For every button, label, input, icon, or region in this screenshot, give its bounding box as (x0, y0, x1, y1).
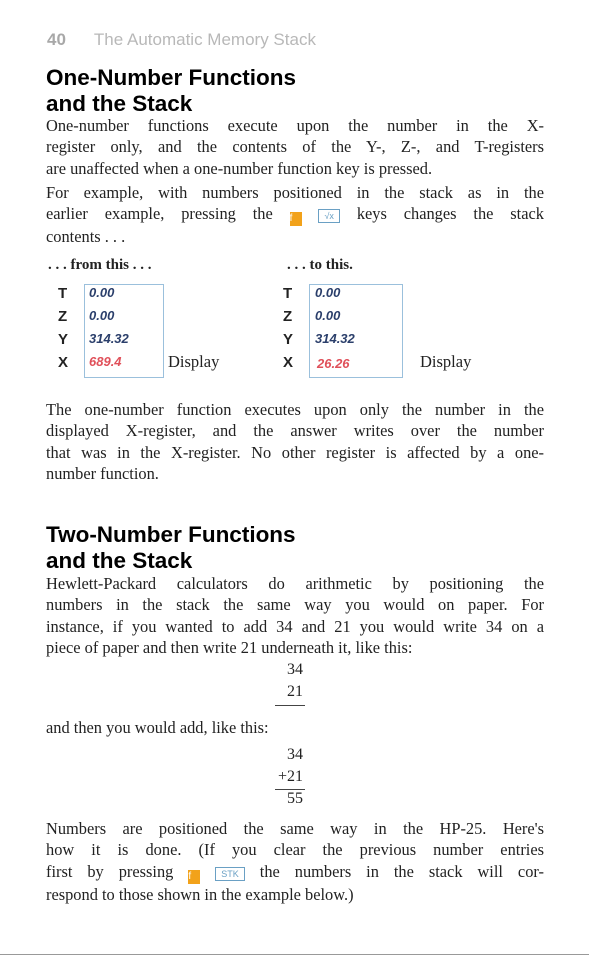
arith2-result: 55 (287, 790, 303, 807)
paragraph-add: and then you would add, like this: (46, 718, 269, 737)
arith2-line2: +21 (277, 768, 303, 785)
section-title-one-number: One-Number Functions and the Stack (46, 65, 297, 116)
register-label-t: T (58, 285, 68, 302)
register-label-x: X (58, 354, 69, 371)
stack-before-z: 0.00 (89, 308, 115, 323)
f-key-icon: f (290, 212, 302, 226)
sqrt-key-icon: √x (318, 209, 339, 223)
stack-after-x: 26.26 (317, 356, 350, 371)
stack-after-z: 0.00 (315, 308, 341, 323)
display-label-before: Display (168, 352, 220, 371)
register-label-z: Z (58, 308, 68, 325)
stack-after-y: 314.32 (315, 331, 355, 346)
register-label-y: Y (58, 331, 69, 348)
arith1-line2: 21 (287, 683, 303, 700)
register-label-x-after: X (283, 354, 294, 371)
paragraph-hp25: Numbers are positioned the same way in the HP-25. Here's how it is done. (If you clear the previous number entries first by pressing f STK the numbers in the stack will cor- respond to those shown in the example below.) (46, 819, 544, 904)
register-label-z-after: Z (283, 308, 293, 325)
register-label-t-after: T (283, 285, 293, 302)
arith2-line1: 34 (287, 746, 303, 763)
paragraph-two-number-intro: Hewlett-Packard calculators do arithmetic by positioning the numbers in the stack the same way you would on paper. For instance, if you wanted to add 34 and 21 you would write 34 on a piece of paper and then write 21 underneath it, like this: (46, 574, 544, 657)
paragraph-example: For example, with numbers positioned in the stack as in the earlier example, pressing the f √x keys changes the stack contents . . . (46, 183, 544, 247)
f-key-icon: f (188, 870, 200, 884)
display-label-after: Display (420, 352, 472, 371)
register-label-y-after: Y (283, 331, 294, 348)
stack-before-x: 689.4 (89, 354, 122, 369)
stk-key-icon: STK (215, 867, 245, 881)
to-this-label: . . . to this. (287, 257, 353, 273)
arith1-rule (275, 705, 305, 706)
arith1-line1: 34 (287, 661, 303, 678)
section-title-two-number: Two-Number Functions and the Stack (46, 522, 296, 573)
stack-after-t: 0.00 (315, 285, 341, 300)
stack-before-t: 0.00 (89, 285, 115, 300)
page-bottom-edge (0, 954, 589, 955)
section-header-title: The Automatic Memory Stack (93, 30, 316, 49)
paragraph-one-number-intro: One-number functions execute upon the number in the X- register only, and the contents of the Y-, Z-, and T-registers are unaffected when a one-number function key is pressed. (46, 116, 544, 178)
running-header (47, 30, 316, 50)
stack-before-y: 314.32 (89, 331, 129, 346)
paragraph-one-number-summary: The one-number function executes upon only the number in the displayed X-register, and the answer writes over the number that was in the X-register. No other register is affected by a one- number function. (46, 400, 544, 483)
page-number: 40 (47, 30, 66, 49)
from-this-label: . . . from this . . . (48, 257, 152, 273)
